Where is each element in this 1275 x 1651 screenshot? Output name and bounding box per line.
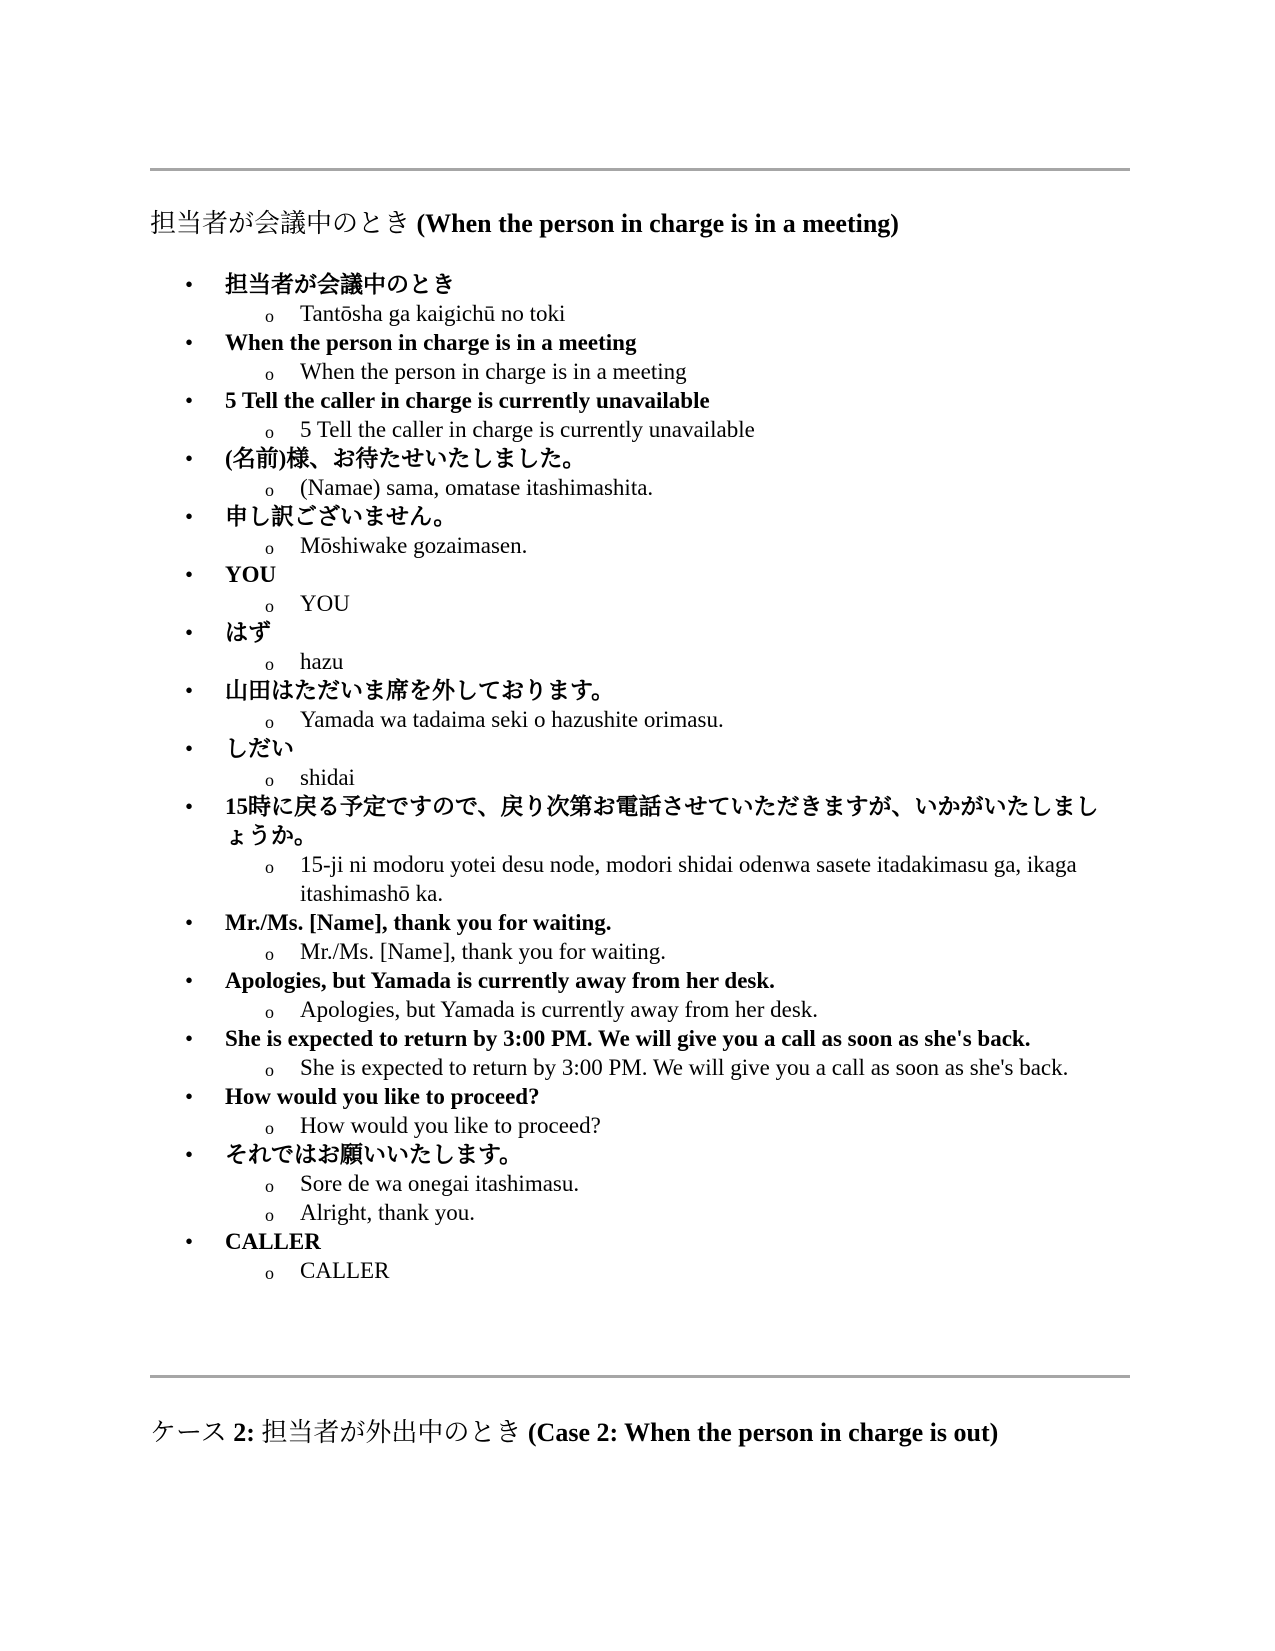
sub-list-item: o When the person in charge is in a meeting bbox=[225, 357, 1110, 386]
sub-list-item: o Apologies, but Yamada is currently away from her desk. bbox=[225, 995, 1110, 1024]
list-item bbox=[150, 966, 1110, 1024]
sub-list-item: o CALLER bbox=[225, 1256, 1110, 1285]
case2-heading-case: 2: bbox=[233, 1418, 255, 1447]
section-heading-case2 bbox=[150, 1417, 998, 1449]
top-divider bbox=[150, 168, 1130, 171]
list-item bbox=[150, 560, 1110, 618]
list-item-text: • はず bbox=[225, 620, 271, 645]
sub-list-item: o Yamada wa tadaima seki o hazushite orimasu. bbox=[225, 705, 1110, 734]
sub-list bbox=[225, 299, 1110, 328]
case2-heading-prefix: ケース bbox=[150, 1418, 227, 1447]
section-heading-jp: 担当者が会議中のとき bbox=[150, 209, 411, 238]
sub-list-item: o Sore de wa onegai itashimasu. bbox=[225, 1169, 1110, 1198]
sub-list bbox=[225, 1111, 1110, 1140]
sub-list-item: o 15-ji ni modoru yotei desu node, modori shidai odenwa sasete itadakimasu ga, ikaga itashimashō ka. bbox=[225, 850, 1110, 908]
list-item-text: • 担当者が会議中のとき bbox=[225, 272, 455, 297]
list-item-text: • 5 Tell the caller in charge is currently unavailable bbox=[225, 388, 710, 413]
sub-list bbox=[225, 1256, 1110, 1285]
sub-list-item: o 5 Tell the caller in charge is currently unavailable bbox=[225, 415, 1110, 444]
list-item bbox=[150, 908, 1110, 966]
sub-list bbox=[225, 531, 1110, 560]
list-item bbox=[150, 676, 1110, 734]
list-item-text: • She is expected to return by 3:00 PM. We will give you a call as soon as she's back. bbox=[225, 1026, 1031, 1051]
sub-list-item: o YOU bbox=[225, 589, 1110, 618]
list-item bbox=[150, 270, 1110, 328]
sub-list-item: o She is expected to return by 3:00 PM. We will give you a call as soon as she's back. bbox=[225, 1053, 1110, 1082]
sub-list bbox=[225, 850, 1110, 908]
list-item-text: • 山田はただいま席を外しております。 bbox=[225, 678, 615, 703]
list-item bbox=[150, 618, 1110, 676]
sub-list bbox=[225, 937, 1110, 966]
sub-list-item: o Mr./Ms. [Name], thank you for waiting. bbox=[225, 937, 1110, 966]
list-item-text: • それではお願いいたします。 bbox=[225, 1142, 523, 1167]
list-item-text: • (名前)様、お待たせいたしました。 bbox=[225, 446, 586, 471]
sub-list-item: o Mōshiwake gozaimasen. bbox=[225, 531, 1110, 560]
list-item-text: • When the person in charge is in a meeting bbox=[225, 330, 637, 355]
case2-heading-jp: 担当者が外出中のとき bbox=[261, 1418, 522, 1447]
case2-heading-en: (Case 2: When the person in charge is out) bbox=[527, 1418, 999, 1447]
sub-list-item: o Tantōsha ga kaigichū no toki bbox=[225, 299, 1110, 328]
sub-list bbox=[225, 415, 1110, 444]
section-heading-meeting bbox=[150, 208, 899, 240]
list-item-text: • Apologies, but Yamada is currently away from her desk. bbox=[225, 968, 775, 993]
sub-list-item: o Alright, thank you. bbox=[225, 1198, 1110, 1227]
list-item-text: • YOU bbox=[225, 562, 277, 587]
sub-list-item: o (Namae) sama, omatase itashimashita. bbox=[225, 473, 1110, 502]
sub-list bbox=[225, 995, 1110, 1024]
sub-list bbox=[225, 647, 1110, 676]
list-item bbox=[150, 328, 1110, 386]
sub-list bbox=[225, 763, 1110, 792]
list-item bbox=[150, 502, 1110, 560]
list-item-text: • CALLER bbox=[225, 1229, 321, 1254]
list-item-text: • 15時に戻る予定ですので、戻り次第お電話させていただきますが、いかがいたしましょうか。 bbox=[225, 794, 1099, 848]
list-item bbox=[150, 734, 1110, 792]
sub-list bbox=[225, 1169, 1110, 1227]
sub-list bbox=[225, 357, 1110, 386]
list-item bbox=[150, 1024, 1110, 1082]
sub-list-item: o shidai bbox=[225, 763, 1110, 792]
list-item-text: • Mr./Ms. [Name], thank you for waiting. bbox=[225, 910, 612, 935]
middle-divider bbox=[150, 1375, 1130, 1378]
section-heading-en: (When the person in charge is in a meeting) bbox=[416, 209, 899, 238]
list-item-text: • しだい bbox=[225, 736, 294, 761]
list-item bbox=[150, 1227, 1110, 1285]
list-item bbox=[150, 444, 1110, 502]
sub-list-item: o hazu bbox=[225, 647, 1110, 676]
phrase-list bbox=[150, 270, 1110, 1285]
list-item-text: • 申し訳ございません。 bbox=[225, 504, 457, 529]
list-item bbox=[150, 1140, 1110, 1227]
list-item bbox=[150, 386, 1110, 444]
sub-list bbox=[225, 589, 1110, 618]
list-item-text: • How would you like to proceed? bbox=[225, 1084, 540, 1109]
list-item bbox=[150, 792, 1110, 908]
list-item bbox=[150, 1082, 1110, 1140]
sub-list bbox=[225, 473, 1110, 502]
sub-list bbox=[225, 705, 1110, 734]
sub-list-item: o How would you like to proceed? bbox=[225, 1111, 1110, 1140]
sub-list bbox=[225, 1053, 1110, 1082]
